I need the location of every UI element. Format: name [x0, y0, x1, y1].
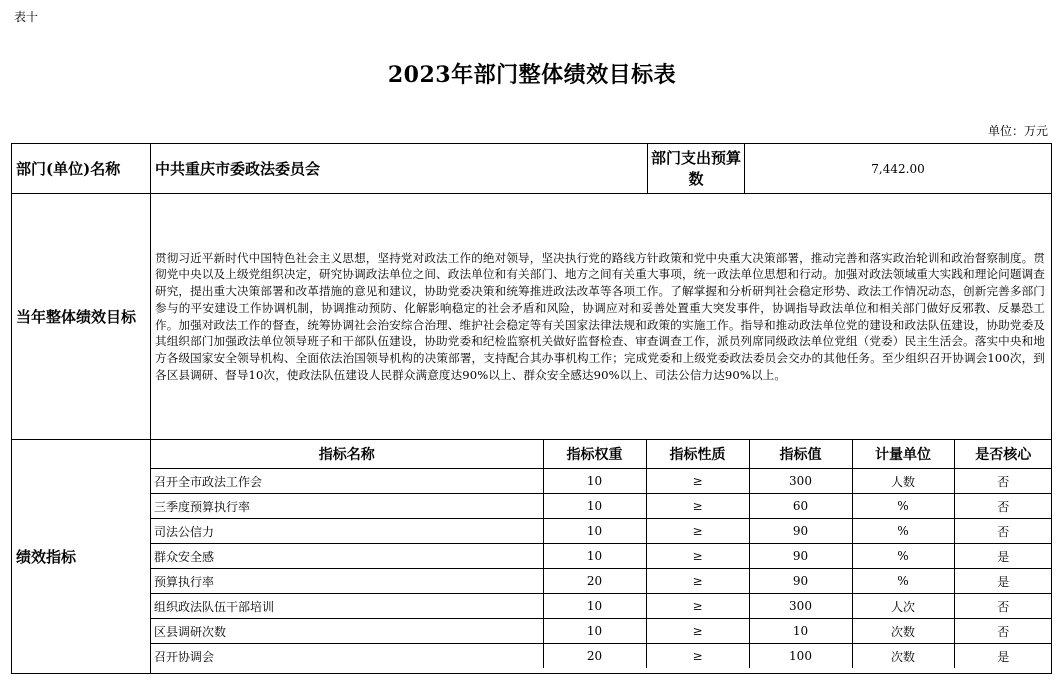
indicator-unit: % — [852, 544, 954, 569]
indicator-weight: 20 — [543, 569, 646, 594]
indicators-container — [151, 440, 1052, 674]
indicator-core: 是 — [954, 544, 1052, 569]
indicator-value: 10 — [749, 619, 852, 644]
indicator-nature: ≥ — [646, 594, 749, 619]
indicator-value: 90 — [749, 569, 852, 594]
indicator-unit: 人次 — [852, 594, 954, 619]
indicator-weight: 10 — [543, 494, 646, 519]
indicator-core: 否 — [954, 494, 1052, 519]
table-row — [151, 519, 1052, 544]
col-header: 是否核心 — [954, 440, 1052, 469]
dept-label: 部门(单位)名称 — [12, 144, 151, 194]
table-row — [151, 544, 1052, 569]
unit-label: 单位：万元 — [987, 124, 1048, 138]
goal-label: 当年整体绩效目标 — [12, 194, 151, 440]
indicator-core: 是 — [954, 644, 1052, 669]
table-row — [151, 619, 1052, 644]
indicator-weight: 10 — [543, 619, 646, 644]
indicator-name: 召开全市政法工作会 — [151, 469, 543, 494]
indicator-weight: 10 — [543, 519, 646, 544]
indicator-value: 300 — [749, 594, 852, 619]
indicator-core: 是 — [954, 569, 1052, 594]
table-row — [151, 594, 1052, 619]
indicator-name: 组织政法队伍干部培训 — [151, 594, 543, 619]
indicator-value: 300 — [749, 469, 852, 494]
indicator-nature: ≥ — [646, 494, 749, 519]
table-number: 表十 — [14, 10, 39, 24]
table-row — [151, 644, 1052, 669]
indicator-unit: 人数 — [852, 469, 954, 494]
indicator-unit: % — [852, 519, 954, 544]
indicator-nature: ≥ — [646, 569, 749, 594]
indicator-weight: 10 — [543, 594, 646, 619]
indicator-core: 否 — [954, 594, 1052, 619]
indicators-label: 绩效指标 — [12, 440, 151, 674]
indicator-weight: 10 — [543, 469, 646, 494]
indicator-unit: 次数 — [852, 619, 954, 644]
performance-table — [11, 143, 1052, 674]
indicator-core: 否 — [954, 619, 1052, 644]
indicators-table — [151, 440, 1052, 668]
col-header: 计量单位 — [852, 440, 954, 469]
col-header: 指标名称 — [151, 440, 543, 469]
budget-label: 部门支出预算数 — [648, 144, 745, 194]
table-row — [151, 469, 1052, 494]
indicator-name: 群众安全感 — [151, 544, 543, 569]
indicator-weight: 10 — [543, 544, 646, 569]
indicator-weight: 20 — [543, 644, 646, 669]
table-row — [151, 569, 1052, 594]
indicator-nature: ≥ — [646, 544, 749, 569]
indicator-core: 否 — [954, 519, 1052, 544]
indicator-value: 90 — [749, 544, 852, 569]
indicator-value: 90 — [749, 519, 852, 544]
dept-name: 中共重庆市委政法委员会 — [151, 144, 648, 194]
indicator-nature: ≥ — [646, 644, 749, 669]
indicator-nature: ≥ — [646, 469, 749, 494]
goal-text: 贯彻习近平新时代中国特色社会主义思想，坚持党对政法工作的绝对领导，坚决执行党的路线方针政策和党中央重大决策部署，推动完善和落实政治轮训和政治督察制度。贯彻党中央以及上级党组织决定，研究协调政法单位之间、政法单位和有关部门、地方之间有关重大事项，统一政法单位思想和行动。加强对政法领域重大实践和理论问题调查研究，提出重大决策部署和改革措施的意见和建议，协助党委决策和统筹推进政法改革等各项工作。了解掌握和分析研判社会稳定形势、政法工作情况动态，创新完善多部门参与的平安建设工作协调机制，协调推动预防、化解影响稳定的社会矛盾和风险，协调应对和妥善处置重大突发事件，协调指导政法单位和相关部门做好反邪教、反暴恐工作。加强对政法工作的督查，统筹协调社会治安综合治理、维护社会稳定等有关国家法律法规和政策的实施工作。指导和推动政法单位党的建设和政法队伍建设，协助党委及其组织部门加强政法单位领导班子和干部队伍建设，协助党委和纪检监察机关做好监督检查、审查调查工作，派员列席同级政法单位党组（党委）民主生活会。落实中央和地方各级国家安全领导机构、全面依法治国领导机构的决策部署，支持配合其办事机构工作；完成党委和上级党委政法委员会交办的其他任务。至少组织召开协调会100次，到各区县调研、督导10次，使政法队伍建设人民群众满意度达90%以上、群众安全感达90%以上、司法公信力达90%以上。 — [151, 194, 1052, 440]
indicator-unit: 次数 — [852, 644, 954, 669]
indicator-nature: ≥ — [646, 619, 749, 644]
indicator-unit: % — [852, 569, 954, 594]
indicator-value: 60 — [749, 494, 852, 519]
indicator-name: 区县调研次数 — [151, 619, 543, 644]
indicator-name: 召开协调会 — [151, 644, 543, 669]
page-title: 2023年部门整体绩效目标表 — [387, 62, 677, 88]
indicator-core: 否 — [954, 469, 1052, 494]
indicators-header-row — [151, 440, 1052, 469]
col-header: 指标权重 — [543, 440, 646, 469]
budget-value: 7,442.00 — [745, 144, 1052, 194]
table-row — [151, 494, 1052, 519]
indicator-nature: ≥ — [646, 519, 749, 544]
indicator-unit: % — [852, 494, 954, 519]
indicator-name: 预算执行率 — [151, 569, 543, 594]
col-header: 指标性质 — [646, 440, 749, 469]
indicator-value: 100 — [749, 644, 852, 669]
indicator-name: 三季度预算执行率 — [151, 494, 543, 519]
col-header: 指标值 — [749, 440, 852, 469]
indicator-name: 司法公信力 — [151, 519, 543, 544]
